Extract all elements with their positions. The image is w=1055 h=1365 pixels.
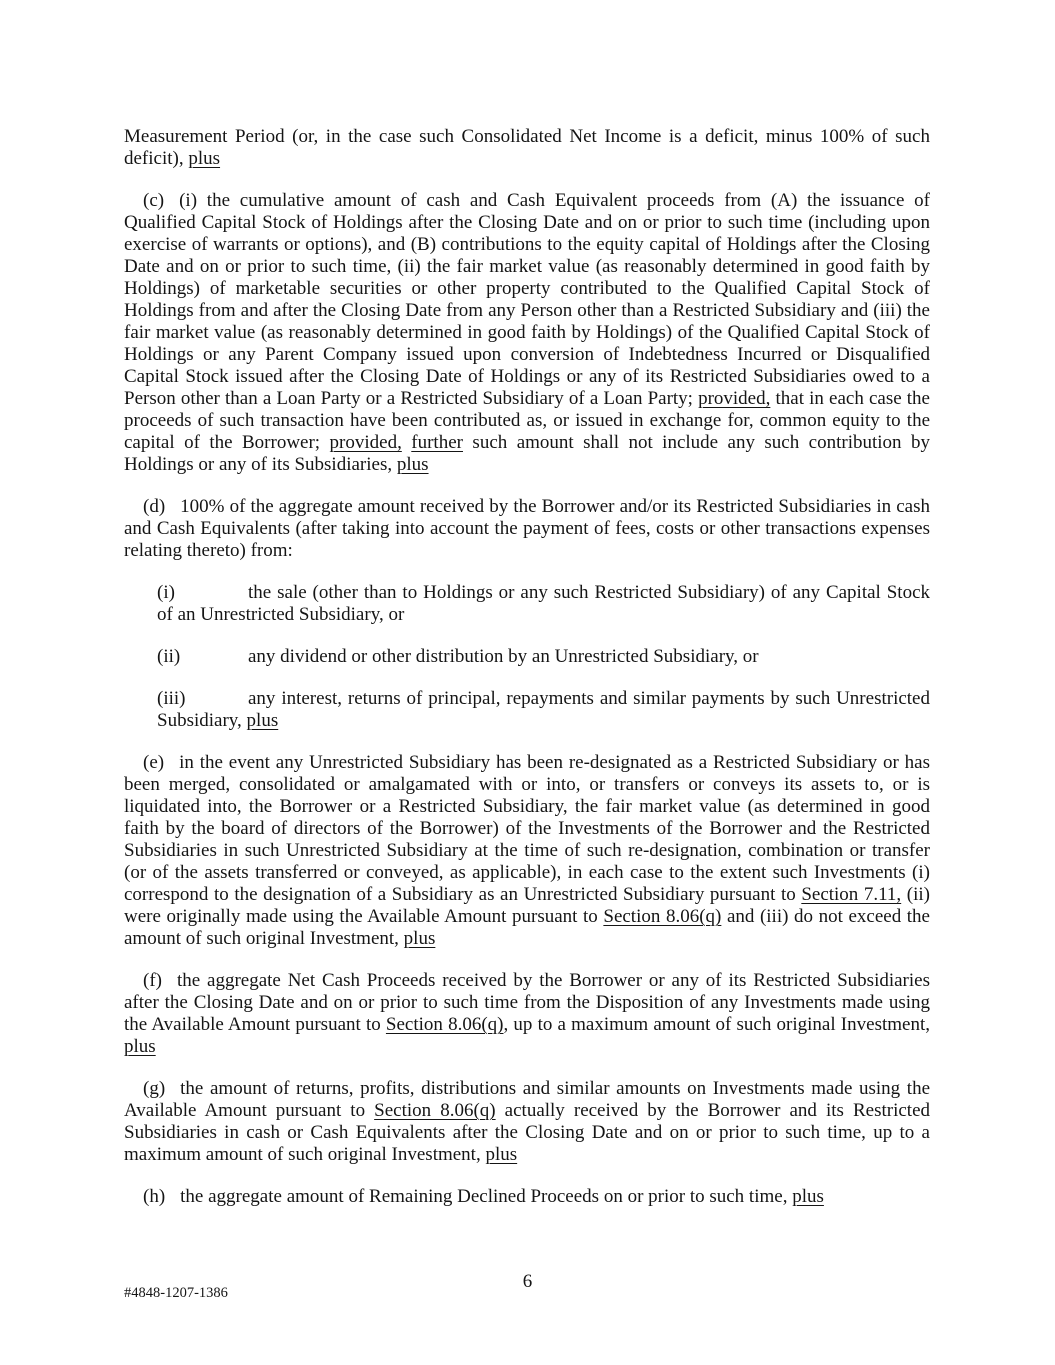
paragraph-c — [124, 190, 930, 476]
text-segment-d-i-0: the sale (other than to Holdings or any such Restricted Subsidiary) of any Capital Stock of an Unrestricted Subsidiary, or — [157, 582, 930, 625]
text-segment-d-ii-0: any dividend or other distribution by an Unrestricted Subsidiary, or — [248, 646, 759, 667]
text-segment-c-6: such amount shall not include any such contribution by Holdings or any of its Subsidiaries, — [124, 432, 931, 475]
text-segment-g-0: the amount of returns, profits, distributions and similar amounts on Investments made using the Available Amount pursuant to — [124, 1078, 930, 1121]
text-segment-e-4: and (iii) do not exceed the amount of such original Investment, — [124, 906, 930, 949]
text-segment-e-3: Section 8.06(q) — [603, 906, 722, 927]
paragraph-marker-c: (c) — [143, 190, 165, 211]
text-segment-c-7: plus — [396, 454, 429, 475]
text-segment-h-1: plus — [792, 1186, 824, 1207]
paragraph-marker-d-iii: (iii) — [157, 688, 186, 709]
text-segment-d-iii-1: plus — [246, 710, 279, 731]
paragraph-marker-g: (g) — [143, 1078, 166, 1099]
text-segment-intro-continuation-1: plus — [188, 148, 221, 169]
text-segment-d-iii-0: any interest, returns of principal, repayments and similar payments by such Unrestricted Subsidiary, — [157, 688, 930, 731]
text-segment-c-3: provided, — [329, 432, 402, 453]
paragraph-d-ii — [157, 646, 930, 668]
paragraph-marker-d: (d) — [143, 496, 166, 517]
paragraph-marker-d-ii: (ii) — [157, 646, 181, 667]
paragraph-marker-h: (h) — [143, 1186, 166, 1207]
page-number: 6 — [522, 1271, 533, 1292]
paragraph-marker-e: (e) — [143, 752, 165, 773]
text-segment-h-0: the aggregate amount of Remaining Declined Proceeds on or prior to such time, — [180, 1186, 793, 1207]
text-segment-c-4 — [402, 432, 411, 453]
text-segment-intro-continuation-0: Measurement Period (or, in the case such Consolidated Net Income is a deficit, minus 100% of such deficit), — [124, 126, 930, 169]
paragraph-d — [124, 496, 930, 562]
document-content — [124, 126, 930, 1228]
text-segment-c-2: that in each case the proceeds of such transaction have been contributed as, or issued in exchange for, common equity to the capital of the Borrower; — [124, 388, 930, 453]
paragraph-d-iii — [157, 688, 930, 732]
footer-document-number: #4848-1207-1386 — [124, 1285, 228, 1301]
text-segment-c-1: provided, — [698, 388, 771, 409]
text-segment-f-2: , up to a maximum amount of such original Investment, — [503, 1014, 930, 1035]
paragraph-h — [124, 1186, 930, 1208]
text-segment-e-5: plus — [403, 928, 436, 949]
paragraph-g — [124, 1078, 930, 1166]
text-segment-e-1: Section 7.11, — [801, 884, 902, 905]
paragraph-marker-d-i: (i) — [157, 582, 175, 603]
paragraph-e — [124, 752, 930, 950]
paragraph-marker-f: (f) — [143, 970, 162, 991]
paragraph-f — [124, 970, 930, 1058]
paragraph-d-i — [157, 582, 930, 626]
text-segment-e-0: in the event any Unrestricted Subsidiary has been re-designated as a Restricted Subsidiary or has been merged, consolidated or amalgamated with or into, or transfers or conveys its assets to, or is liquidated into, the Borrower or a Restricted Subsidiary, the fair market value (as determined in good faith by the board of directors of the Borrower) of the Investments of the Borrower and the Restricted Subsidiaries in such Unrestricted Subsidiary at the time of such re-designation, combination or transfer (or of the assets transferred or conveyed, as applicable), in each case to the extent such Investments (i) correspond to the designation of a Subsidiary as an Unrestricted Subsidiary pursuant to — [124, 752, 930, 905]
text-segment-f-3: plus — [124, 1036, 156, 1057]
text-segment-d-0: 100% of the aggregate amount received by the Borrower and/or its Restricted Subsidiaries in cash and Cash Equivalents (after taking into account the payment of fees, costs or other transactions expenses relating thereto) from: — [124, 496, 930, 561]
text-segment-c-0: (i) the cumulative amount of cash and Cash Equivalent proceeds from (A) the issuance of Qualified Capital Stock of Holdings after the Closing Date and on or prior to such time (including upon exercise of warrants or options), and (B) contributions to the equity capital of Holdings after the Closing Date and on or prior to such time, (ii) the fair market value (as reasonably determined in good faith by Holdings) of marketable securities or other property contributed to the Qualified Capital Stock of Holdings from and after the Closing Date from any Person other than a Restricted Subsidiary and (iii) the fair market value (as reasonably determined in good faith by Holdings) of the Qualified Capital Stock of Holdings or any Parent Company issued upon conversion of Indebtedness Incurred or Disqualified Capital Stock issued after the Closing Date of Holdings or any of its Restricted Subsidiaries owed to a Person other than a Loan Party or a Restricted Subsidiary of a Loan Party; — [124, 190, 930, 409]
text-segment-f-0: the aggregate Net Cash Proceeds received by the Borrower or any of its Restricted Subsidiaries after the Closing Date and on or prior to such time from the Disposition of any Investments made using the Available Amount pursuant to — [124, 970, 930, 1035]
text-segment-e-2: (ii) were originally made using the Available Amount pursuant to — [124, 884, 930, 927]
text-segment-g-1: Section 8.06(q) — [374, 1100, 496, 1121]
paragraph-intro-continuation — [124, 126, 930, 170]
text-segment-g-3: plus — [485, 1144, 518, 1165]
text-segment-g-2: actually received by the Borrower and its Restricted Subsidiaries in cash or Cash Equivalents after the Closing Date and on or prior to such time, up to a maximum amount of such original Investment, — [124, 1100, 930, 1165]
text-segment-f-1: Section 8.06(q) — [385, 1014, 504, 1035]
text-segment-c-5: further — [411, 432, 463, 453]
